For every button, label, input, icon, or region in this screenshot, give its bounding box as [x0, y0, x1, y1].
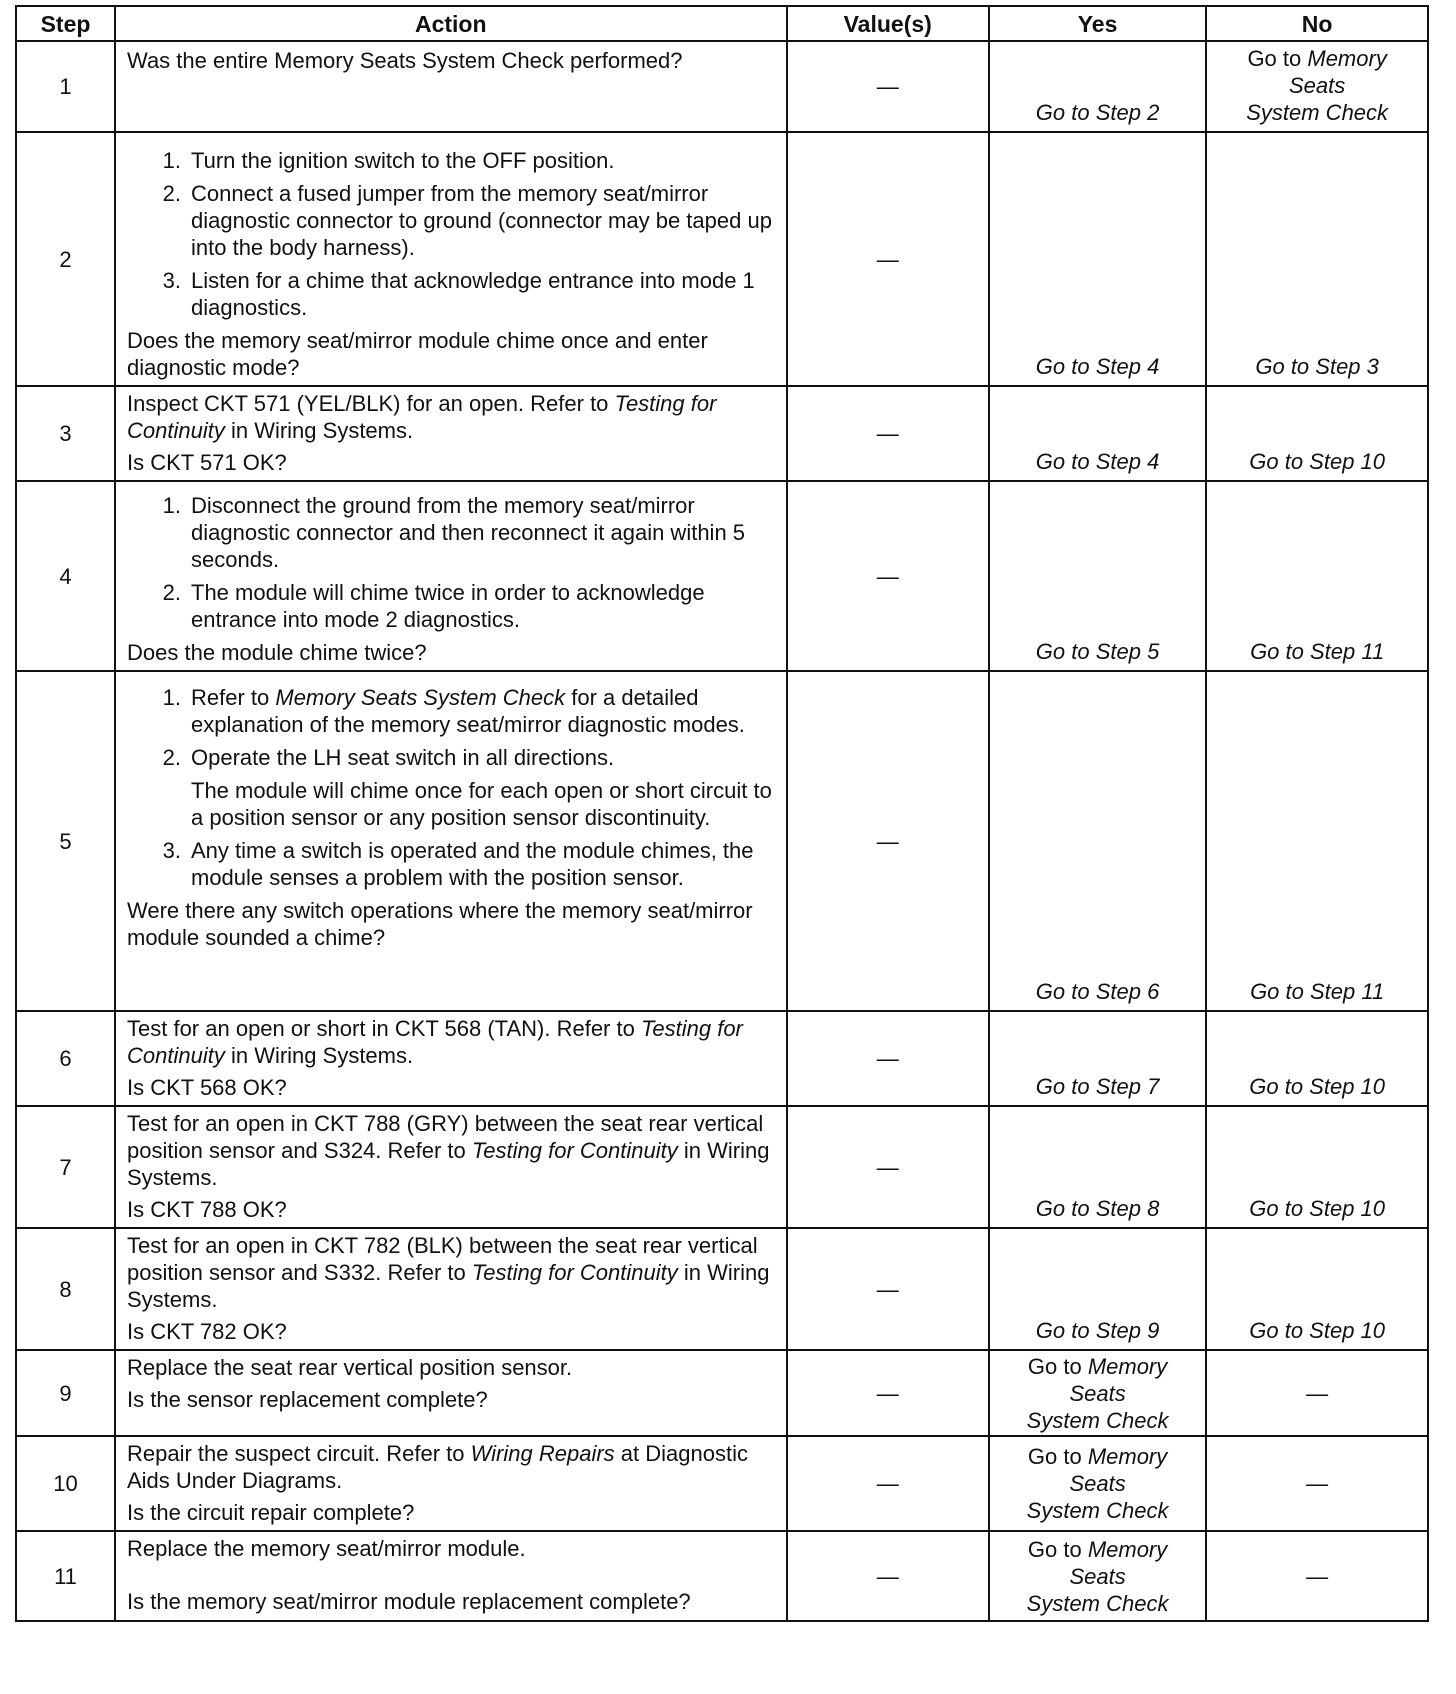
value-cell: —: [787, 671, 989, 1011]
no-cell: Go to Step 11: [1206, 481, 1428, 671]
list-item: 2. The module will chime twice in order to acknowledge entrance into mode 2 diagnostics.: [162, 580, 705, 632]
table-row: [16, 481, 1428, 671]
go-to-prefix: Go to: [1027, 1536, 1082, 1562]
table-row: [16, 1436, 1428, 1531]
header-row: [16, 6, 1428, 41]
value-cell: —: [787, 132, 989, 386]
no-cell: Go to Step 10: [1206, 1011, 1428, 1106]
step-number: 1: [16, 41, 115, 132]
action-cell: [115, 1350, 787, 1436]
action-cell: [115, 481, 787, 671]
value-cell: —: [787, 481, 989, 671]
step-number: 10: [16, 1436, 115, 1531]
action-question: Is CKT 788 OK?: [127, 1197, 287, 1222]
action-text: Replace the memory seat/mirror module.: [127, 1536, 526, 1561]
yes-cell: [989, 1436, 1206, 1531]
list-item: 1. Turn the ignition switch to the OFF position.: [162, 148, 615, 173]
action-text: Test for an open in CKT 782 (BLK) between the seat rear vertical position sensor and S332. Refer to Testing for Continuity in Wiring Systems.: [127, 1233, 770, 1312]
memory-seats-line1: Memory: [1087, 1353, 1168, 1379]
action-cell: [115, 1228, 787, 1350]
memory-seats-line1: Memory: [1087, 1536, 1168, 1562]
yes-cell: Go to Step 6: [989, 671, 1206, 1011]
yes-cell: Go to Step 4: [989, 386, 1206, 481]
action-question: Was the entire Memory Seats System Check performed?: [127, 48, 683, 73]
action-cell: [115, 1531, 787, 1621]
memory-seats-line3: System Check: [1026, 1407, 1169, 1433]
action-question: Is the sensor replacement complete?: [127, 1387, 488, 1412]
header-values: Value(s): [787, 6, 989, 41]
step-number: 9: [16, 1350, 115, 1436]
memory-seats-line1: Memory: [1087, 1444, 1168, 1469]
value-cell: —: [787, 1531, 989, 1621]
memory-seats-line2: Seats: [1069, 1380, 1126, 1406]
memory-seats-line2: Seats: [1069, 1471, 1126, 1496]
memory-seats-line2: Seats: [1069, 1563, 1126, 1589]
list-item: 2. Connect a fused jumper from the memory seat/mirror diagnostic connector to ground (connector may be taped up into the body harness).: [162, 181, 772, 260]
value-cell: —: [787, 1106, 989, 1228]
table-row: [16, 1350, 1428, 1436]
yes-cell: [989, 1350, 1206, 1436]
memory-seats-line1: Memory: [1307, 46, 1387, 71]
value-cell: —: [787, 386, 989, 481]
yes-cell: Go to Step 9: [989, 1228, 1206, 1350]
action-question: Were there any switch operations where the memory seat/mirror module sounded a chime?: [127, 898, 753, 950]
step-number: 4: [16, 481, 115, 671]
header-no: No: [1206, 6, 1428, 41]
go-to-prefix: Go to: [1247, 46, 1302, 71]
no-cell: Go to Step 11: [1206, 671, 1428, 1011]
no-cell: Go to Step 10: [1206, 1228, 1428, 1350]
list-item: 1. Refer to Memory Seats System Check for a detailed explanation of the memory seat/mirror diagnostic modes.: [162, 685, 745, 737]
action-question: Is CKT 782 OK?: [127, 1319, 287, 1344]
action-cell: [115, 1436, 787, 1531]
step-number: 8: [16, 1228, 115, 1350]
memory-seats-line2: Seats: [1289, 73, 1346, 98]
memory-seats-line3: System Check: [1026, 1498, 1169, 1523]
table-row: [16, 386, 1428, 481]
action-question: Is CKT 571 OK?: [127, 450, 287, 475]
value-cell: —: [787, 41, 989, 132]
step-number: 5: [16, 671, 115, 1011]
no-cell: —: [1206, 1350, 1428, 1436]
table-row: [16, 1011, 1428, 1106]
action-question: Is the circuit repair complete?: [127, 1500, 415, 1525]
diagnostic-table-container: [15, 5, 1429, 1622]
list-item-note: The module will chime once for each open or short circuit to a position sensor or any position sensor discontinuity.: [191, 778, 772, 830]
action-cell: [115, 1106, 787, 1228]
list-item: 1. Disconnect the ground from the memory seat/mirror diagnostic connector and then reconnect it again within 5 seconds.: [162, 493, 746, 572]
go-to-prefix: Go to: [1027, 1444, 1082, 1469]
memory-seats-line3: System Check: [1246, 100, 1389, 125]
no-cell: Go to Step 3: [1206, 132, 1428, 386]
no-cell: —: [1206, 1531, 1428, 1621]
header-yes: Yes: [989, 6, 1206, 41]
table-row: [16, 1106, 1428, 1228]
action-text: Repair the suspect circuit. Refer to Wiring Repairs at Diagnostic Aids Under Diagrams.: [127, 1441, 748, 1493]
memory-seats-line3: System Check: [1026, 1590, 1169, 1616]
value-cell: —: [787, 1436, 989, 1531]
go-to-prefix: Go to: [1027, 1353, 1082, 1379]
action-cell: [115, 41, 787, 132]
action-cell: [115, 1011, 787, 1106]
table-row: [16, 1228, 1428, 1350]
no-cell: Go to Step 10: [1206, 386, 1428, 481]
list-item: 3. Listen for a chime that acknowledge entrance into mode 1 diagnostics.: [162, 268, 755, 320]
header-action: Action: [115, 6, 787, 41]
action-question: Is the memory seat/mirror module replacement complete?: [127, 1589, 691, 1614]
action-text: Test for an open in CKT 788 (GRY) between the seat rear vertical position sensor and S324. Refer to Testing for Continuity in Wiring Systems.: [127, 1111, 770, 1190]
action-cell: [115, 386, 787, 481]
step-number: 6: [16, 1011, 115, 1106]
action-cell: [115, 132, 787, 386]
no-cell: —: [1206, 1436, 1428, 1531]
action-text: Replace the seat rear vertical position sensor.: [127, 1355, 573, 1380]
action-question: Does the memory seat/mirror module chime once and enter diagnostic mode?: [127, 328, 708, 380]
value-cell: —: [787, 1011, 989, 1106]
value-cell: —: [787, 1350, 989, 1436]
yes-cell: Go to Step 2: [989, 41, 1206, 132]
action-cell: [115, 671, 787, 1011]
yes-cell: Go to Step 4: [989, 132, 1206, 386]
step-number: 7: [16, 1106, 115, 1228]
table-row: [16, 132, 1428, 386]
table-row: [16, 1531, 1428, 1621]
step-number: 11: [16, 1531, 115, 1621]
table-row: [16, 41, 1428, 132]
list-item: 3. Any time a switch is operated and the module chimes, the module senses a problem with the position sensor.: [162, 838, 754, 890]
diagnostic-table: [15, 5, 1429, 1622]
action-question: Is CKT 568 OK?: [127, 1075, 287, 1100]
step-number: 2: [16, 132, 115, 386]
action-text: Inspect CKT 571 (YEL/BLK) for an open. Refer to Testing for Continuity in Wiring Systems.: [127, 391, 717, 443]
yes-cell: Go to Step 8: [989, 1106, 1206, 1228]
yes-cell: [989, 1531, 1206, 1621]
action-text: Test for an open or short in CKT 568 (TAN). Refer to Testing for Continuity in Wiring Systems.: [127, 1016, 743, 1068]
value-cell: —: [787, 1228, 989, 1350]
yes-cell: Go to Step 5: [989, 481, 1206, 671]
header-step: Step: [16, 6, 115, 41]
no-cell: Go to Step 10: [1206, 1106, 1428, 1228]
action-question: Does the module chime twice?: [127, 640, 427, 665]
yes-cell: Go to Step 7: [989, 1011, 1206, 1106]
step-number: 3: [16, 386, 115, 481]
table-row: [16, 671, 1428, 1011]
list-item: 2. Operate the LH seat switch in all directions.: [162, 745, 615, 770]
no-cell: [1206, 41, 1428, 132]
